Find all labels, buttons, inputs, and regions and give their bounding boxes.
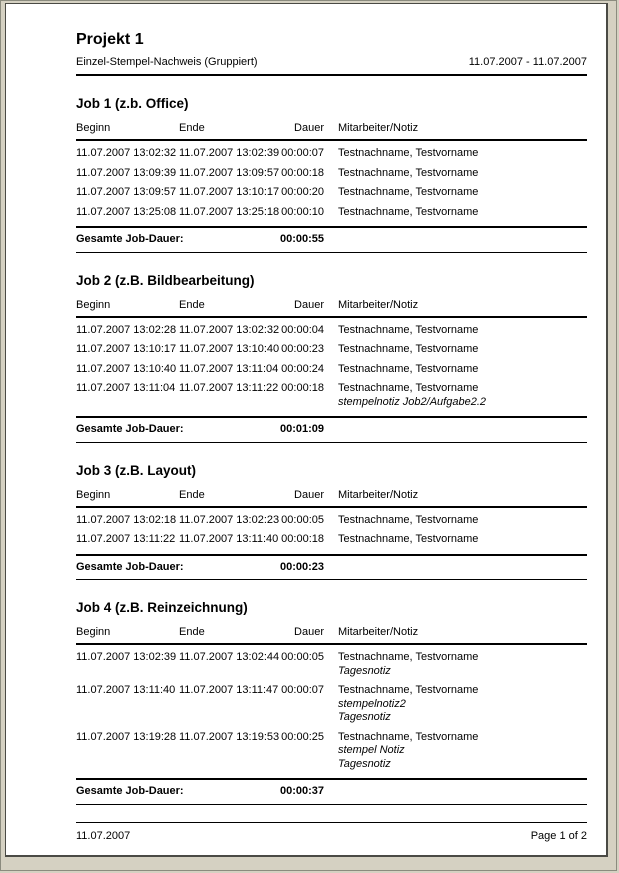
job-sections <box>76 96 587 805</box>
cell-dauer: 00:00:18 <box>281 533 324 545</box>
employee-name: Testnachname, Testvorname <box>338 205 479 218</box>
job-section <box>76 273 587 443</box>
job-section <box>76 463 587 581</box>
note-text: stempelnotiz Job2/Aufgabe2.2 <box>338 395 486 408</box>
job-title: Job 3 (z.B. Layout) <box>76 462 197 478</box>
stamp-row <box>76 317 587 341</box>
page-title: Projekt 1 <box>76 31 144 48</box>
stamp-table <box>76 626 587 805</box>
column-header-ende: Ende <box>179 626 276 644</box>
employee-name: Testnachname, Testvorname <box>338 533 479 545</box>
report-subtitle: Einzel-Stempel-Nachweis (Gruppiert) <box>76 56 258 68</box>
employee-name: Testnachname, Testvorname <box>338 730 479 743</box>
employee-name: Testnachname, Testvorname <box>338 323 479 336</box>
cell-beginn: 11.07.2007 13:19:28 <box>76 730 177 743</box>
stamp-row <box>76 507 587 531</box>
cell-dauer: 00:00:05 <box>281 513 324 526</box>
stamp-row <box>76 203 587 228</box>
job-total-row <box>76 555 587 580</box>
cell-dauer: 00:00:04 <box>281 323 324 336</box>
column-header-mitarbeiter: Mitarbeiter/Notiz <box>324 626 587 644</box>
column-header-mitarbeiter: Mitarbeiter/Notiz <box>324 122 587 140</box>
stamp-rows <box>76 140 587 227</box>
employee-name: Testnachname, Testvorname <box>338 166 479 179</box>
stamp-row <box>76 360 587 380</box>
job-section <box>76 600 587 805</box>
cell-ende: 11.07.2007 13:02:39 <box>179 147 280 159</box>
page-footer <box>76 822 587 843</box>
column-header-ende: Ende <box>179 122 276 140</box>
stamp-row <box>76 681 587 728</box>
job-title: Job 4 (z.B. Reinzeichnung) <box>76 600 248 615</box>
stamp-row <box>76 183 587 203</box>
cell-mitarbeiter <box>324 340 587 360</box>
footer-page-number: Page 1 of 2 <box>530 830 587 842</box>
cell-dauer: 00:00:24 <box>281 362 324 375</box>
job-total-label: Gesamte Job-Dauer: <box>76 555 276 580</box>
column-header-beginn: Beginn <box>76 489 179 507</box>
stamp-table <box>76 122 587 253</box>
stamp-rows <box>76 507 587 555</box>
stamp-row <box>76 164 587 184</box>
column-header-row <box>76 489 587 507</box>
cell-ende: 11.07.2007 13:02:32 <box>179 323 280 336</box>
cell-ende: 11.07.2007 13:11:40 <box>179 533 279 545</box>
note-text: stempelnotiz2 <box>338 697 406 710</box>
cell-dauer: 00:00:10 <box>281 205 324 218</box>
note-text: Tagesnotiz <box>338 664 391 677</box>
cell-mitarbeiter <box>324 183 587 203</box>
stamp-table <box>76 489 587 581</box>
cell-dauer: 00:00:25 <box>281 730 324 743</box>
employee-name: Testnachname, Testvorname <box>338 147 479 159</box>
cell-ende: 11.07.2007 13:11:47 <box>179 684 279 696</box>
cell-ende: 11.07.2007 13:02:44 <box>179 651 280 663</box>
job-title: Job 2 (z.B. Bildbearbeitung) <box>76 272 255 288</box>
job-total-value: 00:00:37 <box>276 779 324 804</box>
report-page <box>5 3 608 857</box>
employee-name: Testnachname, Testvorname <box>338 651 479 663</box>
job-total-value: 00:00:55 <box>276 227 324 252</box>
cell-dauer: 00:00:18 <box>281 382 324 394</box>
employee-name: Testnachname, Testvorname <box>338 382 479 394</box>
footer-date: 11.07.2007 <box>76 830 131 842</box>
cell-ende: 11.07.2007 13:02:23 <box>179 513 280 526</box>
note-text: Tagesnotiz <box>338 711 391 723</box>
stamp-rows <box>76 317 587 418</box>
column-header-mitarbeiter: Mitarbeiter/Notiz <box>324 299 587 317</box>
column-header-dauer: Dauer <box>276 299 324 317</box>
cell-beginn: 11.07.2007 13:09:39 <box>76 166 177 179</box>
cell-mitarbeiter <box>324 140 587 164</box>
cell-ende: 11.07.2007 13:10:40 <box>179 343 280 355</box>
employee-name: Testnachname, Testvorname <box>338 513 479 526</box>
cell-mitarbeiter <box>324 728 587 780</box>
column-header-beginn: Beginn <box>76 122 179 140</box>
note-text: stempel Notiz <box>338 744 405 756</box>
job-total-spacer <box>324 779 587 804</box>
cell-ende: 11.07.2007 13:11:22 <box>179 382 279 394</box>
column-header-mitarbeiter: Mitarbeiter/Notiz <box>324 489 587 507</box>
cell-dauer: 00:00:07 <box>281 147 324 159</box>
cell-ende: 11.07.2007 13:09:57 <box>179 166 280 179</box>
cell-dauer: 00:00:07 <box>281 684 324 696</box>
job-total-row <box>76 779 587 804</box>
column-header-row <box>76 626 587 644</box>
job-total-spacer <box>324 555 587 580</box>
cell-mitarbeiter <box>324 203 587 228</box>
stamp-row <box>76 530 587 555</box>
cell-mitarbeiter <box>324 360 587 380</box>
employee-name: Testnachname, Testvorname <box>338 343 479 355</box>
job-total-label: Gesamte Job-Dauer: <box>76 417 276 442</box>
column-header-dauer: Dauer <box>276 122 324 140</box>
cell-mitarbeiter <box>324 644 587 681</box>
header-divider <box>76 74 587 76</box>
job-total-value: 00:00:23 <box>276 555 324 580</box>
job-total-label: Gesamte Job-Dauer: <box>76 227 276 252</box>
column-header-beginn: Beginn <box>76 299 179 317</box>
cell-beginn: 11.07.2007 13:10:40 <box>76 362 177 375</box>
job-total-value: 00:01:09 <box>276 417 324 442</box>
job-title: Job 1 (z.b. Office) <box>76 96 189 111</box>
cell-mitarbeiter <box>324 681 587 728</box>
stamp-row <box>76 644 587 681</box>
stamp-row <box>76 728 587 780</box>
report-subheader <box>76 56 587 69</box>
cell-beginn: 11.07.2007 13:02:39 <box>76 651 177 663</box>
cell-dauer: 00:00:23 <box>281 343 324 355</box>
cell-mitarbeiter <box>324 507 587 531</box>
job-total-spacer <box>324 417 587 442</box>
cell-mitarbeiter <box>324 379 587 417</box>
note-text: Tagesnotiz <box>338 757 391 770</box>
cell-dauer: 00:00:05 <box>281 651 324 663</box>
job-total-row <box>76 227 587 252</box>
employee-name: Testnachname, Testvorname <box>338 362 479 375</box>
cell-beginn: 11.07.2007 13:11:40 <box>76 684 176 696</box>
cell-mitarbeiter <box>324 164 587 184</box>
cell-ende: 11.07.2007 13:19:53 <box>179 730 280 743</box>
page-content <box>6 4 606 805</box>
stamp-table <box>76 299 587 443</box>
cell-ende: 11.07.2007 13:10:17 <box>179 186 280 198</box>
cell-beginn: 11.07.2007 13:25:08 <box>76 205 177 218</box>
column-header-dauer: Dauer <box>276 626 324 644</box>
cell-dauer: 00:00:20 <box>281 186 324 198</box>
employee-name: Testnachname, Testvorname <box>338 684 479 696</box>
report-date-range: 11.07.2007 - 11.07.2007 <box>468 56 587 68</box>
column-header-row <box>76 122 587 140</box>
stamp-row <box>76 379 587 417</box>
cell-mitarbeiter <box>324 317 587 341</box>
job-total-row <box>76 417 587 442</box>
cell-beginn: 11.07.2007 13:02:18 <box>76 513 177 526</box>
cell-beginn: 11.07.2007 13:11:04 <box>76 382 176 394</box>
cell-dauer: 00:00:18 <box>281 166 324 179</box>
cell-beginn: 11.07.2007 13:02:32 <box>76 147 177 159</box>
column-header-beginn: Beginn <box>76 626 179 644</box>
column-header-dauer: Dauer <box>276 489 324 507</box>
column-header-row <box>76 299 587 317</box>
column-header-ende: Ende <box>179 489 276 507</box>
job-section <box>76 96 587 253</box>
stamp-row <box>76 340 587 360</box>
cell-ende: 11.07.2007 13:11:04 <box>179 362 279 375</box>
job-total-label: Gesamte Job-Dauer: <box>76 779 276 804</box>
cell-ende: 11.07.2007 13:25:18 <box>179 205 280 218</box>
cell-beginn: 11.07.2007 13:09:57 <box>76 186 177 198</box>
cell-beginn: 11.07.2007 13:10:17 <box>76 343 177 355</box>
cell-mitarbeiter <box>324 530 587 555</box>
job-total-spacer <box>324 227 587 252</box>
cell-beginn: 11.07.2007 13:02:28 <box>76 323 177 336</box>
employee-name: Testnachname, Testvorname <box>338 186 479 198</box>
cell-beginn: 11.07.2007 13:11:22 <box>76 533 176 545</box>
column-header-ende: Ende <box>179 299 276 317</box>
stamp-rows <box>76 644 587 779</box>
stamp-row <box>76 140 587 164</box>
